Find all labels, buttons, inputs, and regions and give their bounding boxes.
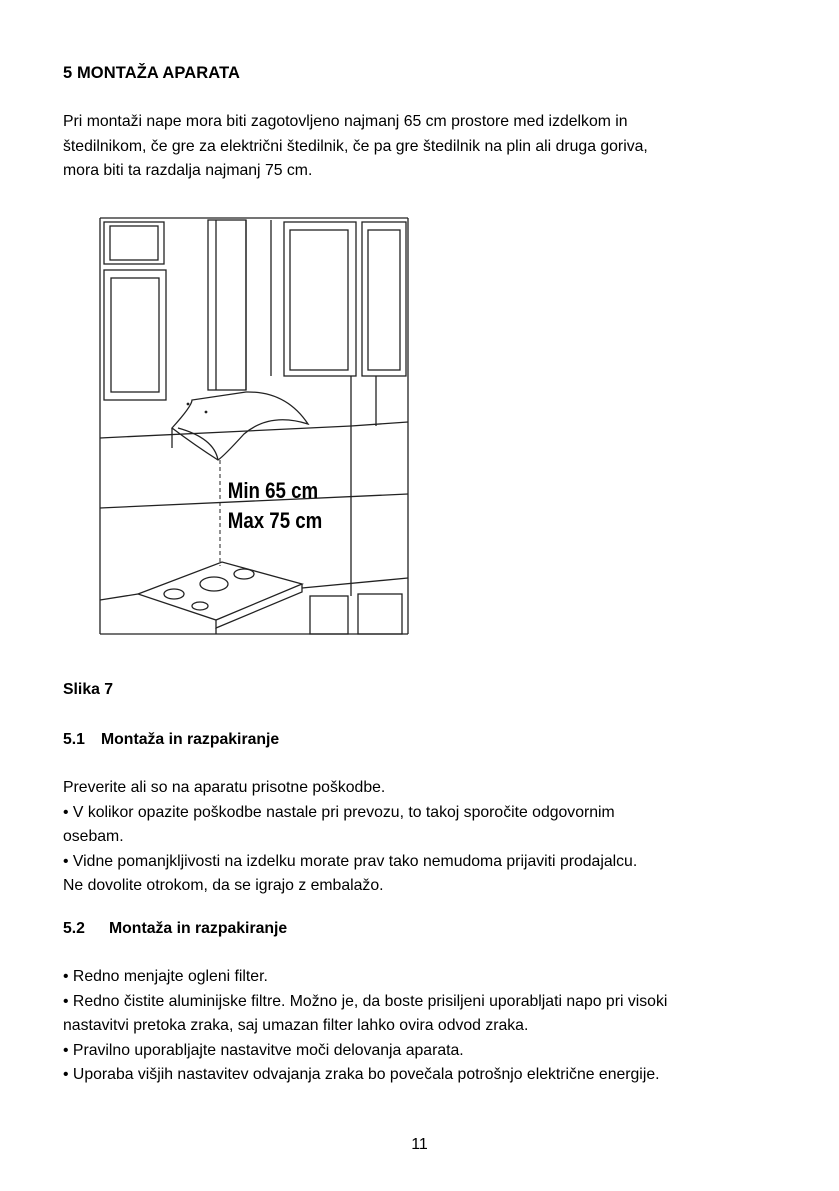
intro-line: Pri montaži nape mora biti zagotovljeno najmanj 65 cm prostore med izdelkom in — [63, 113, 628, 130]
section-number: 5.2 — [63, 920, 85, 937]
page-number: 11 — [411, 1136, 428, 1153]
section-title: Montaža in razpakiranje — [101, 731, 280, 748]
section-5-1-body — [63, 776, 763, 899]
section-title: Montaža in razpakiranje — [109, 920, 288, 937]
body-line: nastavitvi pretoka zraka, saj umazan filter lahko ovira odvod zraka. — [63, 1017, 529, 1034]
section-5-2-body — [63, 965, 763, 1088]
body-line: • V kolikor opazite poškodbe nastale pri prevozu, to takoj sporočite odgovornim — [63, 803, 615, 821]
intro-paragraph — [63, 110, 763, 184]
label-max-distance: Max 75 cm — [227, 509, 323, 534]
body-line: • Pravilno uporabljajte nastavitve moči delovanja aparata. — [63, 1041, 464, 1059]
intro-line: štedilnikom, če gre za električni štedilnik, če pa gre štedilnik na plin ali druga goriva, — [63, 137, 648, 155]
body-line: • Vidne pomanjkljivosti na izdelku morate prav tako nemudoma prijaviti prodajalcu. — [63, 852, 638, 870]
intro-line: mora biti ta razdalja najmanj 75 cm. — [63, 162, 313, 179]
body-line: Preverite ali so na aparatu prisotne poškodbe. — [63, 779, 386, 796]
body-line: • Redno menjajte ogleni filter. — [63, 968, 268, 985]
section-heading: 5 MONTAŽA APARATA — [63, 64, 241, 82]
body-line: osebam. — [63, 828, 124, 845]
kitchen-hood-illustration — [96, 216, 412, 636]
figure-caption: Slika 7 — [63, 681, 114, 698]
section-heading-5-2 — [63, 920, 287, 938]
body-line: • Uporaba višjih nastavitev odvajanja zraka bo povečala potrošnjo električne energije. — [63, 1066, 660, 1083]
body-line: Ne dovolite otrokom, da se igrajo z embalažo. — [63, 877, 384, 894]
label-min-distance: Min 65 cm — [227, 479, 319, 504]
section-heading-5-1 — [63, 731, 279, 749]
section-number: 5.1 — [63, 731, 85, 748]
body-line: • Redno čistite aluminijske filtre. Možno je, da boste prisiljeni uporabljati napo pri visoki — [63, 992, 668, 1010]
